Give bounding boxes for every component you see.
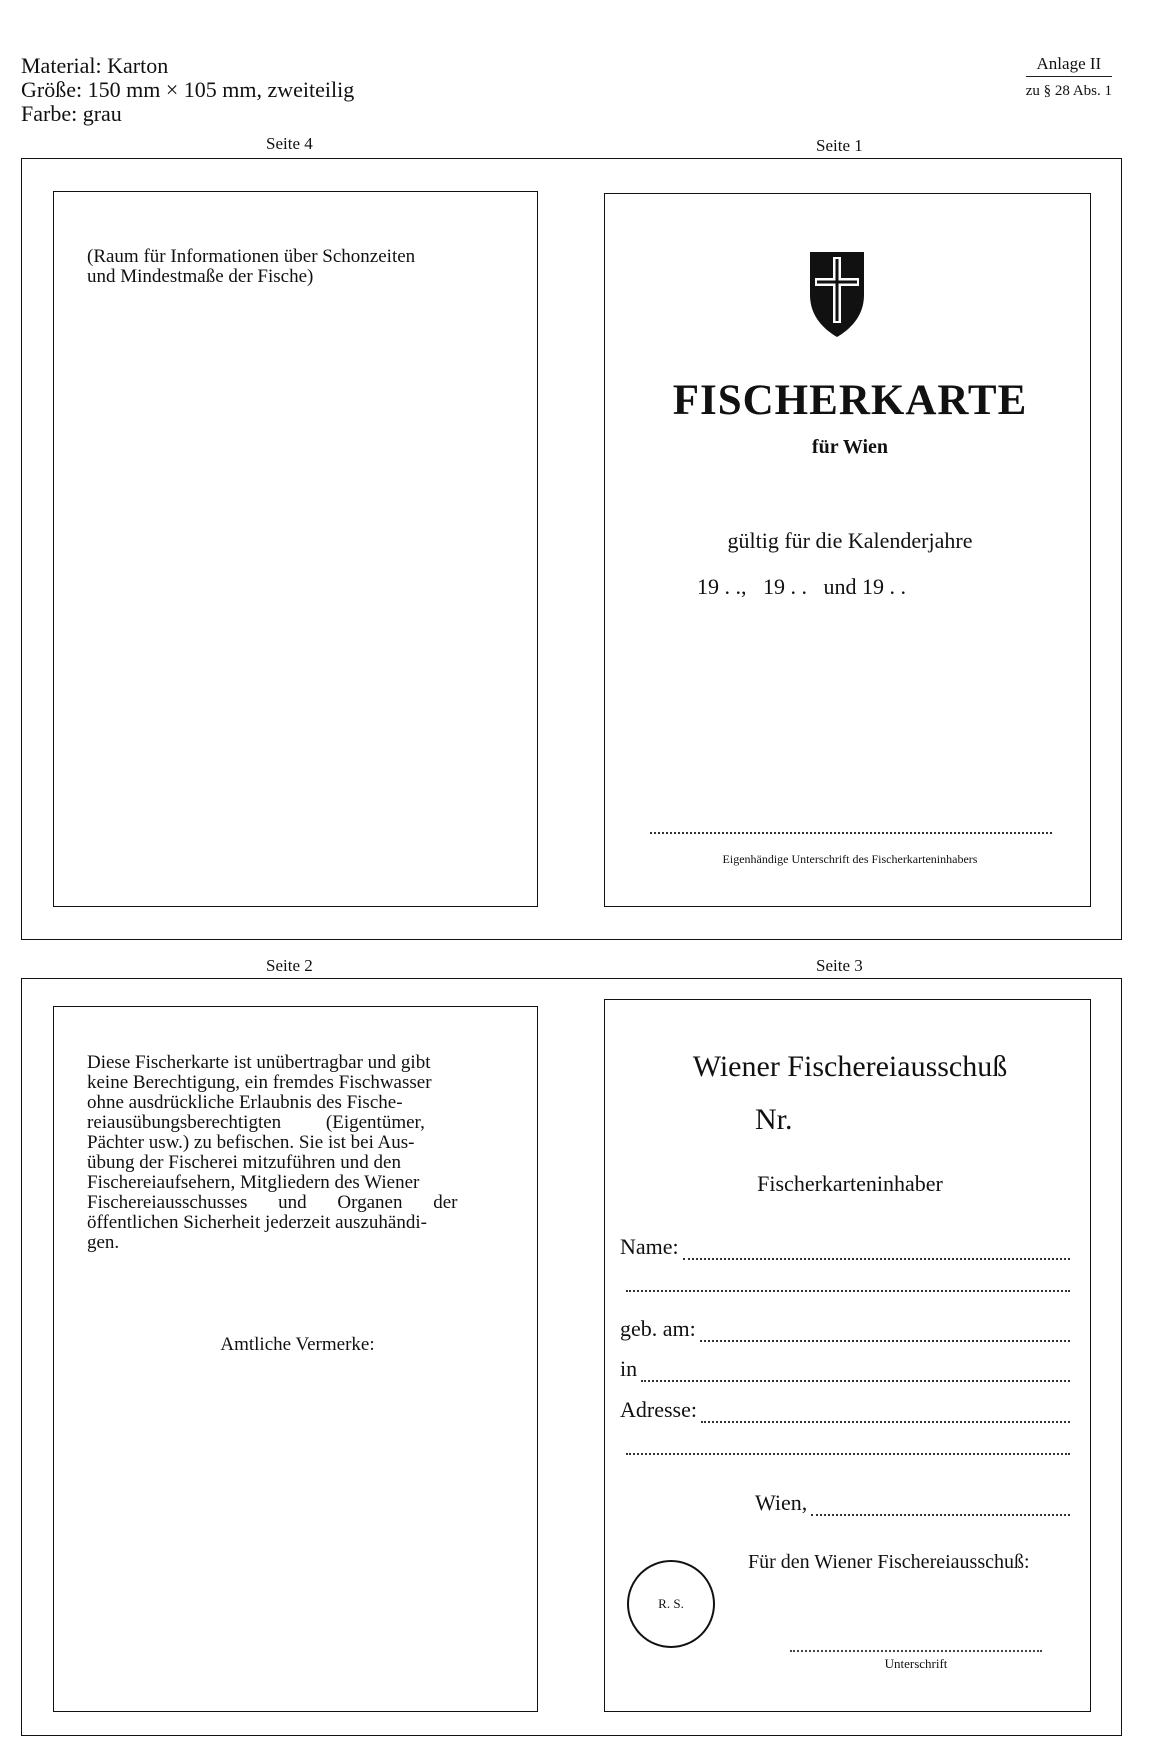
page-label-seite-2: Seite 2 xyxy=(266,956,313,975)
holder-heading: Fischerkarteninhaber xyxy=(757,1171,943,1196)
seite-4-line: (Raum für Informationen über Schonzeiten xyxy=(87,246,416,267)
page-label-seite-1: Seite 1 xyxy=(816,136,863,155)
place-date-field xyxy=(755,1490,1070,1516)
card-title: FISCHERKARTE xyxy=(672,377,1028,424)
seite-2-line: Fischereiausschusses und Organen der xyxy=(87,1192,458,1213)
validity-label: gültig für die Kalenderjahre xyxy=(727,528,973,553)
seite-2-line: übung der Fischerei mitzuführen und den xyxy=(87,1152,401,1173)
annex-label: Anlage II xyxy=(1026,54,1112,77)
seite-2-line: Diese Fischerkarte ist unübertragbar und gibt xyxy=(87,1052,431,1073)
seite-2-line: reiausübungsberechtigten (Eigentümer, xyxy=(87,1112,425,1133)
seite-2-line: keine Berechtigung, ein fremdes Fischwasser xyxy=(87,1072,432,1093)
panel-seite-4 xyxy=(53,191,538,907)
card-subtitle: für Wien xyxy=(811,436,889,458)
page-label-seite-4: Seite 4 xyxy=(266,134,313,153)
on-behalf-label: Für den Wiener Fischereiausschuß: xyxy=(748,1551,1030,1573)
seite-2-line: öffentlichen Sicherheit jederzeit auszuhändi- xyxy=(87,1212,427,1233)
name-field xyxy=(620,1234,1070,1260)
official-signature-dotted-line xyxy=(790,1650,1042,1652)
official-notes-label: Amtliche Vermerke: xyxy=(220,1334,375,1355)
seite-4-line: und Mindestmaße der Fische) xyxy=(87,266,314,287)
color-line: Farbe: grau xyxy=(21,101,122,126)
paragraph-reference: zu § 28 Abs. 1 xyxy=(1025,83,1112,99)
official-seal-circle xyxy=(627,1560,715,1648)
name-label: Name: xyxy=(620,1234,679,1259)
birth-date-field xyxy=(620,1316,1070,1342)
birth-place-field xyxy=(620,1356,1070,1382)
dotted-fill xyxy=(641,1362,1070,1382)
seite-2-line: Fischereiaufsehern, Mitgliedern des Wiener xyxy=(87,1172,420,1193)
holder-signature-caption: Eigenhändige Unterschrift des Fischerkarteninhabers xyxy=(722,852,978,866)
committee-title: Wiener Fischereiausschuß xyxy=(692,1050,1008,1083)
size-line: Größe: 150 mm × 105 mm, zweiteilig xyxy=(21,77,355,102)
seite-4-text xyxy=(87,247,415,287)
dotted-fill xyxy=(683,1240,1070,1260)
seite-2-line: gen. xyxy=(87,1232,120,1253)
signature-dotted-line xyxy=(650,832,1052,834)
number-label: Nr. xyxy=(755,1103,793,1136)
seal-label: R. S. xyxy=(658,1596,684,1611)
dotted-fill xyxy=(811,1496,1070,1516)
address-continuation-line xyxy=(626,1453,1070,1455)
birth-date-label: geb. am: xyxy=(620,1316,696,1341)
dotted-fill xyxy=(700,1322,1070,1342)
seite-2-line: ohne ausdrückliche Erlaubnis des Fische- xyxy=(87,1092,403,1113)
seite-2-line: Pächter usw.) zu befischen. Sie ist bei Aus- xyxy=(87,1132,415,1153)
address-field xyxy=(620,1397,1070,1423)
document-meta xyxy=(21,54,354,126)
birth-place-label: in xyxy=(620,1356,638,1381)
annex-reference xyxy=(1026,54,1112,101)
page-label-seite-3: Seite 3 xyxy=(816,956,863,975)
material-line: Material: Karton xyxy=(21,53,169,78)
seite-2-text xyxy=(87,1053,503,1253)
dotted-fill xyxy=(701,1403,1070,1423)
name-continuation-line xyxy=(626,1290,1070,1292)
official-signature-caption: Unterschrift xyxy=(884,1656,948,1671)
address-label: Adresse: xyxy=(620,1397,697,1422)
wien-label: Wien, xyxy=(755,1490,808,1515)
validity-years: 19 . ., 19 . . und 19 . . xyxy=(697,574,906,599)
vienna-coat-of-arms-icon xyxy=(809,251,865,338)
